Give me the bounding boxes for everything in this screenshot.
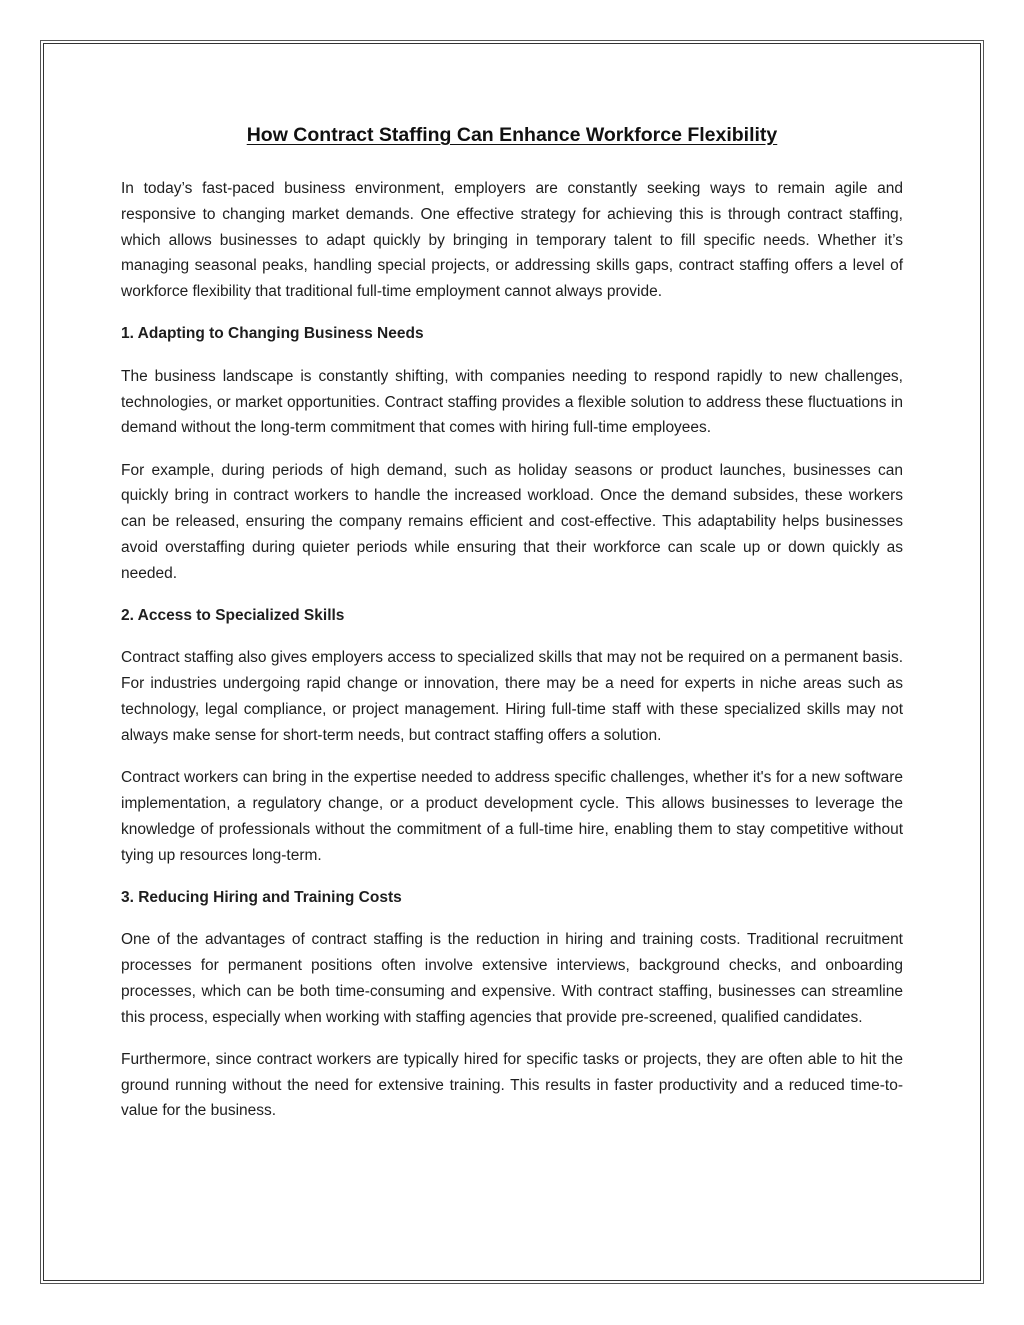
document-title: How Contract Staffing Can Enhance Workforce Flexibility (246, 124, 778, 146)
intro-paragraph: In today’s fast-paced business environment, employers are constantly seeking ways to remain agile and responsive to changing market demands. One effective strategy for achieving this is through contract staffing, which allows businesses to adapt quickly by bringing in temporary talent to fill specific needs. Whether it’s managing seasonal peaks, handling special projects, or addressing skills gaps, contract staffing offers a level of workforce flexibility that traditional full-time employment cannot always provide. (121, 180, 903, 301)
section-paragraph: The business landscape is constantly shifting, with companies needing to respond rapidly to new challenges, technologies, or market opportunities. Contract staffing provides a flexible solution to address these fluctuations in demand without the long-term commitment that comes with hiring full-time employees. (121, 367, 903, 437)
section-paragraph: Contract workers can bring in the expertise needed to address specific challenges, whether it's for a new software implementation, a regulatory change, or a product development cycle. This allows businesses to leverage the knowledge of professionals without the commitment of a full-time hire, enabling them to stay competitive without tying up resources long-term. (121, 769, 903, 864)
section-heading-adapting: 1. Adapting to Changing Business Needs (121, 325, 424, 343)
section-heading-specialized-skills: 2. Access to Specialized Skills (121, 607, 345, 625)
section-paragraph: One of the advantages of contract staffing is the reduction in hiring and training costs. Traditional recruitment processes for permanent positions often involve extensive interviews, background checks, and onboarding processes, which can be both time-consuming and expensive. With contract staffing, businesses can streamline this process, especially when working with staffing agencies that provide pre-screened, qualified candidates. (121, 931, 903, 1026)
section-paragraph: Contract staffing also gives employers access to specialized skills that may not be required on a permanent basis. For industries undergoing rapid change or innovation, there may be a need for experts in niche areas such as technology, legal compliance, or project management. Hiring full-time staff with these specialized skills may not always make sense for short-term needs, but contract staffing offers a solution. (121, 649, 903, 744)
section-paragraph: Furthermore, since contract workers are typically hired for specific tasks or projects, they are often able to hit the ground running without the need for extensive training. This results in faster productivity and a reduced time-to-value for the business. (121, 1050, 903, 1120)
section-heading-reducing-costs: 3. Reducing Hiring and Training Costs (121, 888, 402, 906)
section-paragraph: For example, during periods of high demand, such as holiday seasons or product launches, businesses can quickly bring in contract workers to handle the increased workload. Once the demand subsides, these workers can be released, ensuring the company remains efficient and cost-effective. This adaptability helps businesses avoid overstaffing during quieter periods while ensuring that their workforce can scale up or down quickly as needed. (121, 461, 903, 582)
document-body (121, 120, 903, 1141)
